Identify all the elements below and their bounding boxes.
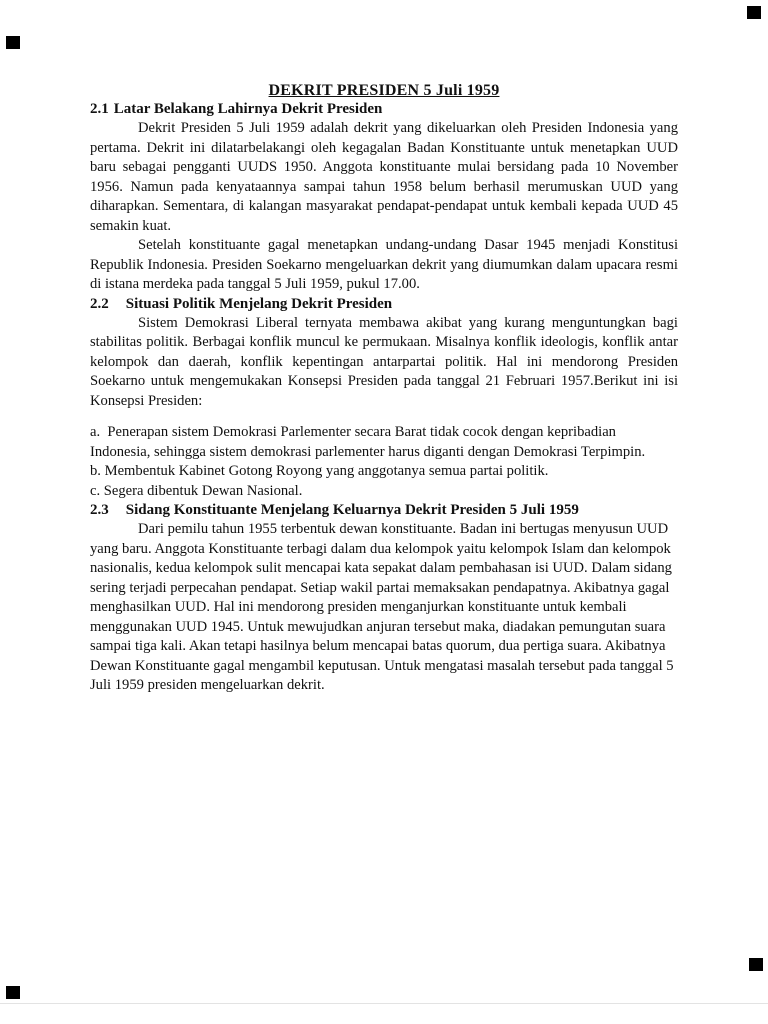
list-item-b: b. Membentuk Kabinet Gotong Royong yang anggotanya semua partai politik.	[90, 463, 549, 479]
section-number: 2.2	[90, 295, 109, 312]
list-item-c: c. Segera dibentuk Dewan Nasional.	[90, 482, 303, 499]
section-number: 2.1	[90, 101, 109, 117]
section-heading-2-1	[90, 100, 678, 119]
scan-mark-top-left	[6, 36, 20, 49]
document-title: DEKRIT PRESIDEN 5 Juli 1959	[268, 82, 500, 99]
section-title: Sidang Konstituante Menjelang Keluarnya Dekrit Presiden 5 Juli 1959	[125, 502, 579, 518]
scan-mark-bottom-left	[6, 986, 20, 999]
section-title: Situasi Politik Menjelang Dekrit Presiden	[125, 295, 393, 312]
paragraph: Dekrit Presiden 5 Juli 1959 adalah dekrit yang dikeluarkan oleh Presiden Indonesia yang pertama. Dekrit ini dilatarbelakangi oleh kegagalan Badan Konstituante untuk menetapkan UUD baru sebagai pengganti UUDS 1950. Anggota konstituante mulai bersidang pada 10 November 1956. Namun pada kenyataannya sampai tahun 1958 belum berhasil merumuskan UUD yang diharapkan. Sementara, di kalangan masyarakat pendapat-pendapat untuk kembali kepada UUD 45 semakin kuat.	[90, 120, 678, 234]
section-title: Latar Belakang Lahirnya Dekrit Presiden	[113, 101, 383, 117]
section-heading-2-2	[90, 295, 678, 314]
page-edge-line	[0, 1003, 768, 1004]
paragraph: Setelah konstituante gagal menetapkan undang-undang Dasar 1945 menjadi Konstitusi Republik Indonesia. Presiden Soekarno mengeluarkan dekrit yang diumumkan dalam upacara resmi di istana merdeka pada tanggal 5 Juli 1959, pukul 17.00.	[90, 237, 678, 292]
paragraph: Sistem Demokrasi Liberal ternyata membawa akibat yang kurang menguntungkan bagi stabilitas politik. Berbagai konflik muncul ke permukaan. Misalnya konflik ideologis, konflik antar kelompok dan daerah, konflik kepentingan antarpartai politik. Hal ini mendorong Presiden Soekarno untuk mengemukakan Konsepsi Presiden pada tanggal 21 Februari 1957.Berikut ini isi Konsepsi Presiden:	[90, 314, 678, 409]
section-number: 2.3	[90, 502, 109, 518]
list-item-a: a. Penerapan sistem Demokrasi Parlementer secara Barat tidak cocok dengan kepribadian Indonesia, sehingga sistem demokrasi parlementer harus diganti dengan Demokrasi Terpimpin.	[90, 424, 646, 460]
scan-mark-bottom-right	[749, 958, 763, 971]
konsepsi-list	[90, 423, 678, 501]
paragraph: Dari pemilu tahun 1955 terbentuk dewan konstituante. Badan ini bertugas menyusun UUD yang baru. Anggota Konstituante terbagi dalam dua kelompok yaitu kelompok Islam dan kelompok nasionalis, kedua kelompok sulit mencapai kata sepakat dalam pembahasan isi UUD. Dalam sidang sering terjadi perpecahan pendapat. Setiap wakil partai memaksakan pendapatnya. Akibatnya gagal menghasilkan UUD. Hal ini mendorong presiden menganjurkan konstituante untuk kembali menggunakan UUD 1945. Untuk mewujudkan anjuran tersebut maka, diadakan pemungutan suara sampai tiga kali. Akan tetapi hasilnya belum mencapai batas quorum, dua pertiga suara. Akibatnya Dewan Konstituante gagal mengambil keputusan. Untuk mengatasi masalah tersebut pada tanggal 5 Juli 1959 presiden mengeluarkan dekrit.	[90, 521, 674, 693]
scan-mark-top-right	[747, 6, 761, 19]
section-heading-2-3	[90, 501, 678, 520]
